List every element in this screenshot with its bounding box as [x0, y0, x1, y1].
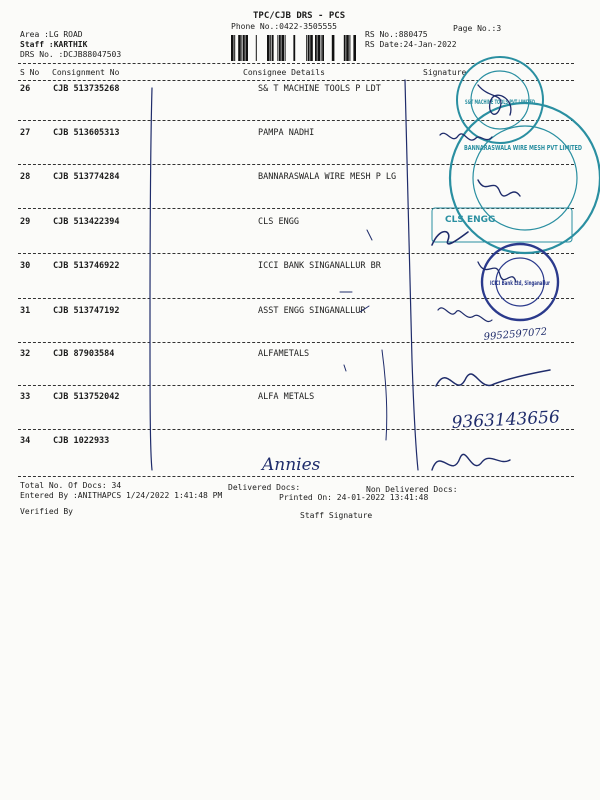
rs-date: RS Date:24-Jan-2022 [365, 40, 457, 49]
row-consignee: PAMPA NADHI [258, 128, 315, 138]
entered-by: Entered By :ANITHAPCS 1/24/2022 1:41:48 PM [20, 491, 223, 500]
pen-tick-marks [340, 230, 372, 371]
bank-stamp [482, 244, 558, 320]
row-consignment: CJB 513605313 [53, 128, 120, 138]
stamp-text: ICICI Bank Ltd, Singanallur [490, 280, 551, 287]
row-sno: 26 [20, 84, 31, 94]
stamp-text: BANNARASWALA WIRE MESH PVT LIMITED [464, 144, 583, 152]
column-header-consignment: Consignment No [52, 68, 120, 77]
signature-row-27 [440, 133, 492, 140]
row-sno: 28 [20, 172, 31, 182]
signature-row-29 [432, 232, 468, 245]
row-consignee: S& T MACHINE TOOLS P LDT [258, 84, 381, 94]
row-sno: 32 [20, 349, 31, 359]
row-consignee: BANNARASWALA WIRE MESH P LG [258, 172, 397, 182]
signature-row-33 [436, 370, 550, 386]
staff-label: Staff :KARTHIK [20, 40, 88, 49]
pen-vertical-line [405, 80, 418, 470]
printed-on: Printed On: 24-01-2022 13:41:48 [279, 493, 429, 502]
column-header-consignee: Consignee Details [243, 68, 325, 77]
row-consignment: CJB 513422394 [53, 217, 120, 227]
non-delivered-docs: Non Delivered Docs: [366, 485, 458, 494]
row-sno: 34 [20, 436, 31, 446]
row-consignment: CJB 87903584 [53, 349, 115, 359]
document-title: TPC/CJB DRS - PCS [253, 11, 346, 21]
row-consignment: CJB 513752042 [53, 392, 120, 402]
row-consignment: CJB 1022933 [53, 436, 110, 446]
row-consignment: CJB 513735268 [53, 84, 120, 94]
signature-row-28 [478, 180, 520, 196]
row-consignee: ICCI BANK SINGANALLUR BR [258, 261, 381, 271]
row-consignee: ALFA METALS [258, 392, 315, 402]
row-consignment: CJB 513747192 [53, 306, 120, 316]
area-label: Area :LG ROAD [20, 30, 83, 39]
row-sno: 33 [20, 392, 31, 402]
column-header-signature: Signature [423, 68, 467, 77]
row-consignee: CLS ENGG [258, 217, 299, 227]
page-number: Page No.:3 [453, 24, 502, 33]
handwritten-phone-1: 9952597072 [483, 326, 548, 343]
row-consignment: CJB 513746922 [53, 261, 120, 271]
row-sno: 29 [20, 217, 31, 227]
rs-number: RS No.:880475 [365, 30, 428, 39]
row-consignment: CJB 513774284 [53, 172, 120, 182]
row-consignee: ALFAMETALS [258, 349, 310, 359]
drs-number: DRS No. :DCJB88047503 [20, 50, 122, 59]
delivered-docs: Delivered Docs: [228, 483, 301, 492]
row-sno: 27 [20, 128, 31, 138]
row-consignee: ASST ENGG SINGANALLUR [258, 306, 366, 316]
pen-vertical-line [150, 88, 152, 470]
wire-mesh-stamp [450, 103, 600, 253]
pen-vertical-line [382, 350, 387, 440]
row-sno: 30 [20, 261, 31, 271]
handwritten-phone-2: 9363143656 [451, 407, 561, 433]
stamp-text: CLS ENGG [445, 215, 496, 225]
phone-number: Phone No.:0422-3505555 [231, 22, 337, 31]
stamp-text: S&T MACHINE TOOLS PVT LIMITED [465, 99, 536, 106]
staff-signature-label: Staff Signature [300, 511, 373, 520]
signature-row-31 [438, 308, 492, 322]
signature-row-34 [432, 454, 510, 470]
verified-by: Verified By [20, 507, 73, 516]
row-sno: 31 [20, 306, 31, 316]
handwritten-name: Annies [262, 455, 321, 475]
column-header-sno: S No [20, 68, 40, 77]
total-docs: Total No. Of Docs: 34 [20, 481, 122, 490]
